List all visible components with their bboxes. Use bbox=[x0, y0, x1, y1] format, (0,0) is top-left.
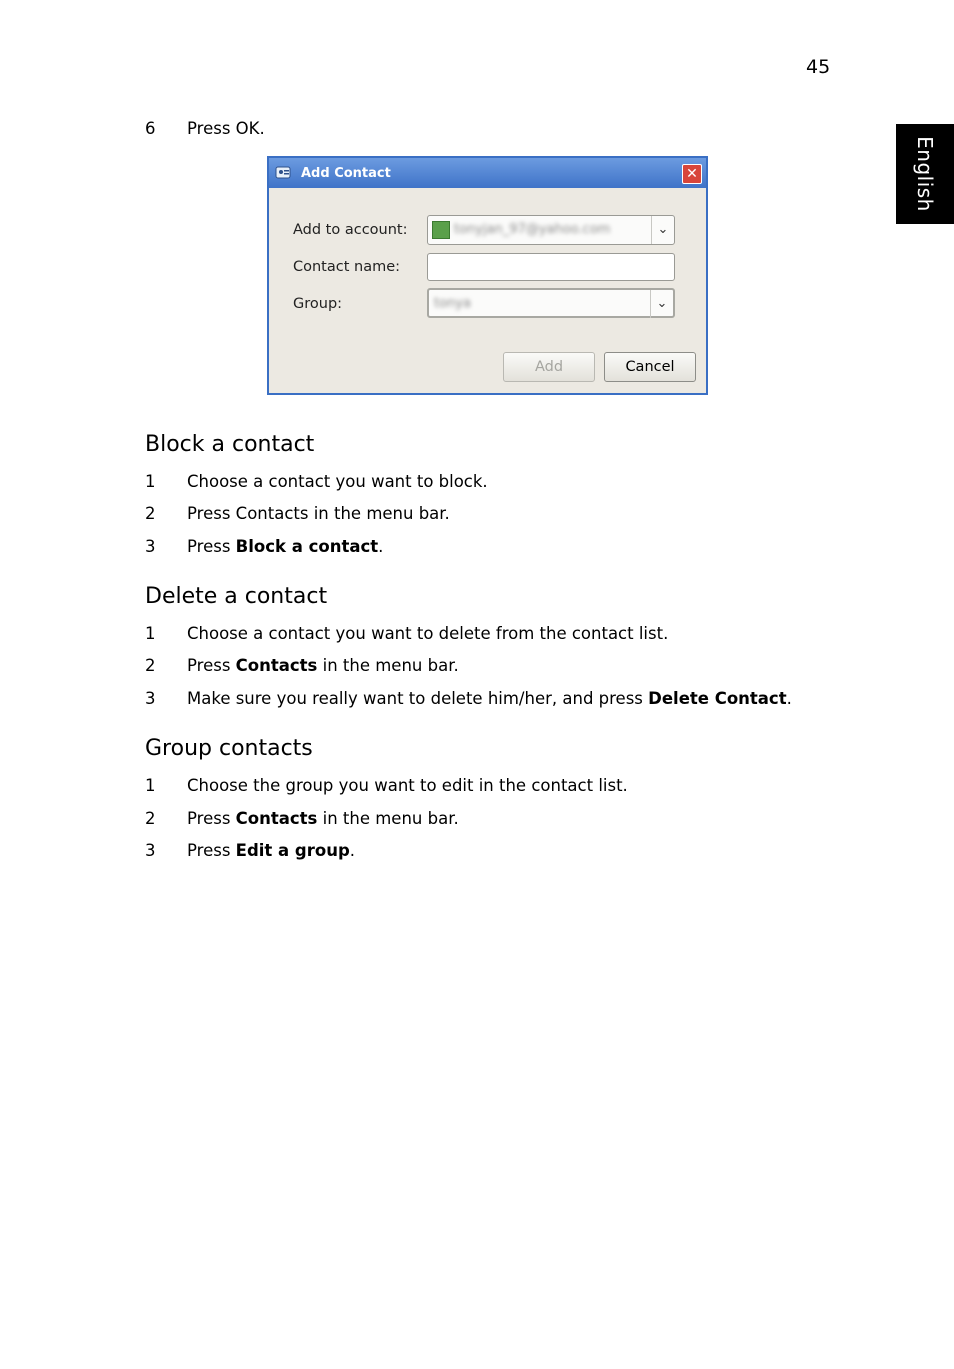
step-command: Contacts bbox=[235, 656, 318, 675]
chevron-down-icon[interactable]: ⌄ bbox=[650, 290, 673, 318]
step-text-end: in the menu bar. bbox=[317, 809, 459, 828]
section-heading-block: Block a contact bbox=[145, 432, 315, 457]
step-text: Press OK. bbox=[187, 119, 265, 138]
list-item bbox=[145, 656, 459, 675]
contact-name-field[interactable] bbox=[427, 253, 675, 281]
list-item bbox=[145, 809, 459, 828]
step-number: 3 bbox=[145, 537, 156, 556]
step-command: Edit a group bbox=[235, 841, 350, 860]
add-button[interactable]: Add bbox=[503, 352, 595, 382]
account-select[interactable] bbox=[427, 215, 675, 245]
account-value: tonyjan_97@yahoo.com bbox=[454, 222, 611, 237]
step-number: 3 bbox=[145, 689, 156, 708]
list-item bbox=[145, 504, 450, 523]
step-text: Choose a contact you want to delete from the contact list. bbox=[187, 624, 669, 643]
step-text: Choose the group you want to edit in the contact list. bbox=[187, 776, 628, 795]
step-number: 2 bbox=[145, 809, 156, 828]
step-text: Choose a contact you want to block. bbox=[187, 472, 488, 491]
step-number: 1 bbox=[145, 472, 156, 491]
step-text-end: in the menu bar. bbox=[317, 656, 459, 675]
step-text: Press Contacts in the menu bar. bbox=[187, 504, 450, 523]
step-command: Block a contact bbox=[235, 537, 379, 556]
section-heading-delete: Delete a contact bbox=[145, 584, 328, 609]
account-label: Add to account: bbox=[293, 222, 408, 238]
list-item bbox=[145, 624, 668, 643]
add-contact-dialog bbox=[267, 156, 708, 395]
dialog-titlebar bbox=[269, 158, 706, 188]
step-number: 1 bbox=[145, 624, 156, 643]
group-select[interactable] bbox=[427, 288, 675, 318]
step-text-end: . bbox=[349, 841, 356, 860]
language-tab-label: English bbox=[913, 136, 937, 212]
account-user-icon bbox=[432, 221, 450, 239]
step-number: 1 bbox=[145, 776, 156, 795]
close-icon[interactable]: ✕ bbox=[682, 164, 702, 184]
step-number: 2 bbox=[145, 504, 156, 523]
step-number: 2 bbox=[145, 656, 156, 675]
step-text: Make sure you really want to delete him/her, and press bbox=[187, 689, 649, 708]
page-number: 45 bbox=[806, 56, 831, 78]
list-item bbox=[145, 776, 628, 795]
step-text: Press bbox=[187, 841, 236, 860]
cancel-button[interactable]: Cancel bbox=[604, 352, 696, 382]
contact-app-icon bbox=[275, 164, 293, 180]
group-value: tonya bbox=[434, 296, 471, 311]
language-tab bbox=[896, 124, 954, 224]
list-item bbox=[145, 689, 792, 708]
step-command: Delete Contact bbox=[648, 689, 787, 708]
dialog-title: Add Contact bbox=[301, 166, 391, 181]
step-text-end: . bbox=[786, 689, 792, 708]
step-number: 3 bbox=[145, 841, 156, 860]
step-command: Contacts bbox=[235, 809, 318, 828]
group-label: Group: bbox=[293, 296, 343, 312]
step-text: Press bbox=[187, 537, 236, 556]
list-item bbox=[145, 841, 355, 860]
step-number: 6 bbox=[145, 119, 156, 138]
step-text: Press bbox=[187, 809, 236, 828]
chevron-down-icon[interactable]: ⌄ bbox=[651, 216, 674, 244]
intro-step bbox=[145, 119, 265, 138]
step-text-end: . bbox=[378, 537, 384, 556]
list-item bbox=[145, 537, 383, 556]
list-item bbox=[145, 472, 488, 491]
section-heading-group: Group contacts bbox=[145, 736, 313, 761]
contact-name-label: Contact name: bbox=[293, 259, 401, 275]
step-text: Press bbox=[187, 656, 236, 675]
